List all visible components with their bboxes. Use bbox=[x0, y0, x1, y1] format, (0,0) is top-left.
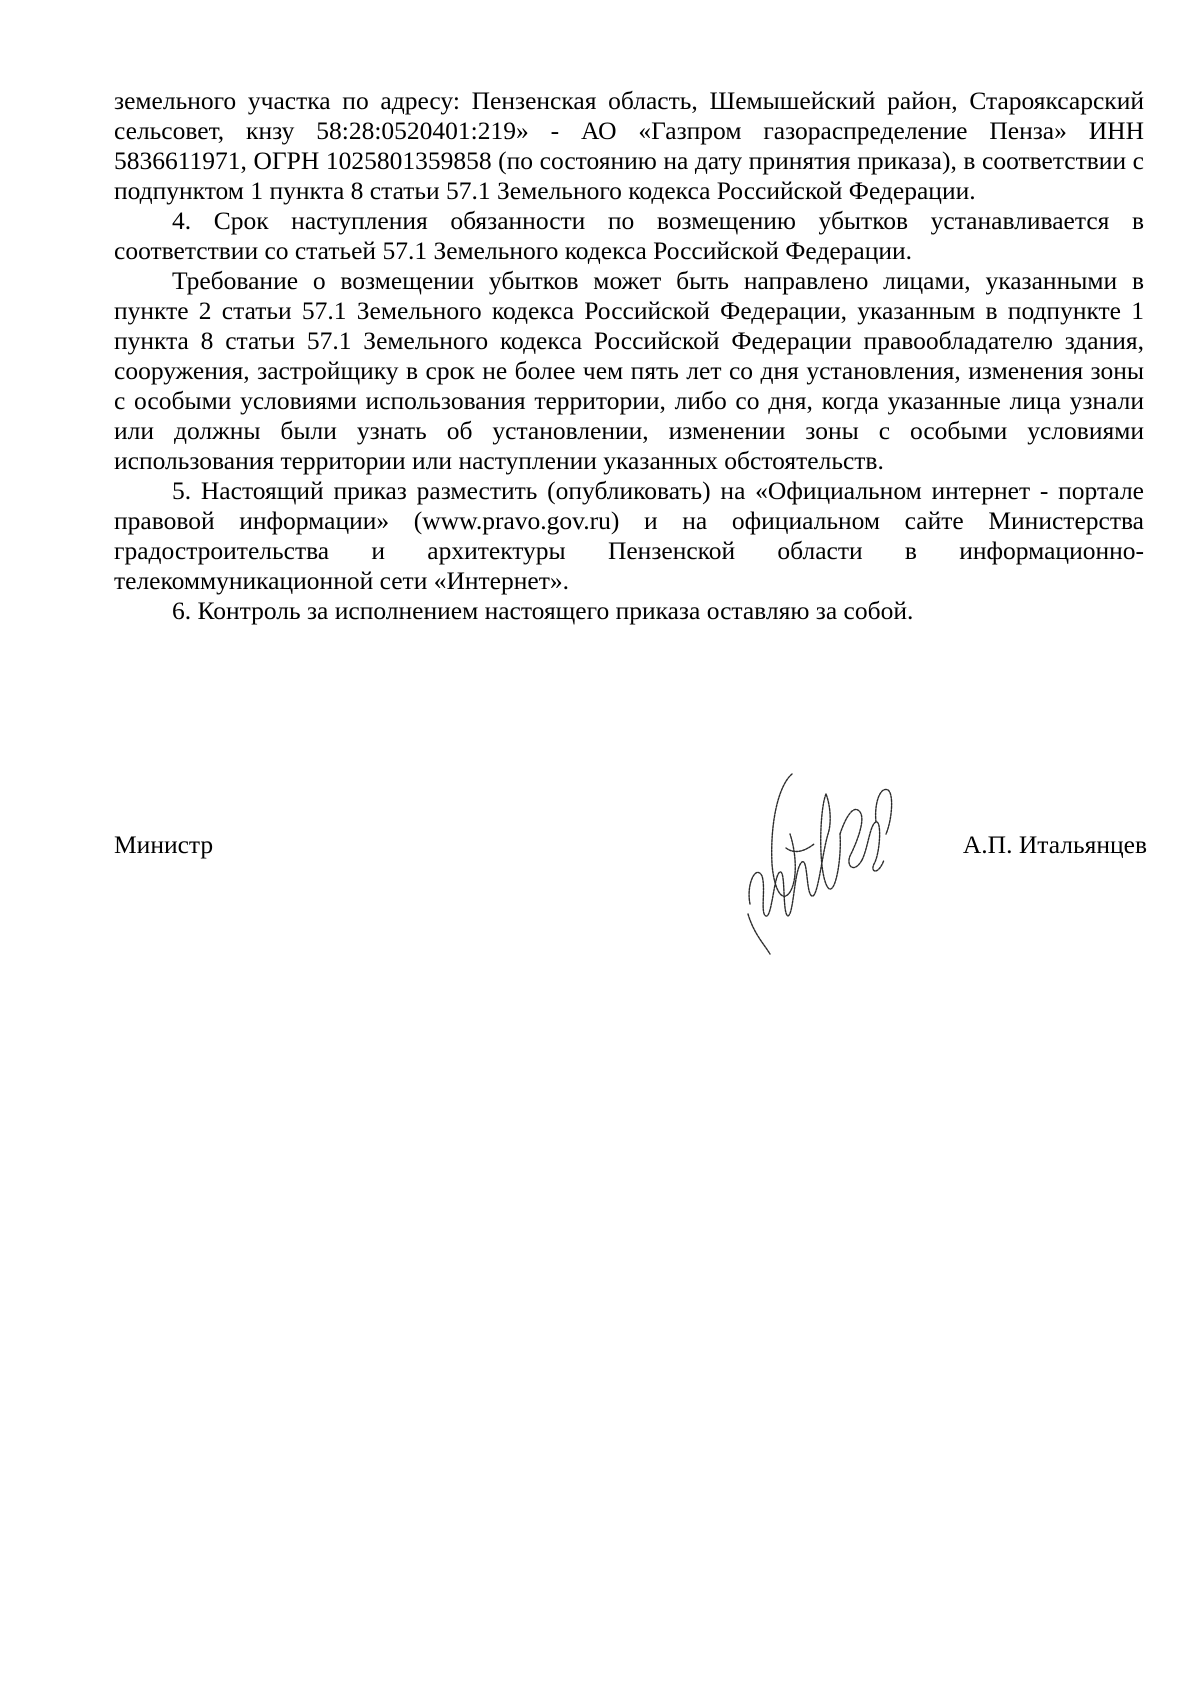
paragraph-item-6: 6. Контроль за исполнением настоящего приказа оставляю за собой. bbox=[172, 596, 914, 625]
signature-block bbox=[114, 830, 1147, 870]
document-body bbox=[114, 86, 1144, 626]
paragraph-item-4: 4. Срок наступления обязанности по возмещению убытков устанавливается в соответствии со статьей 57.1 Земельного кодекса Российской Федерации. bbox=[114, 206, 1144, 265]
handwritten-signature-icon bbox=[730, 764, 910, 984]
signer-name: А.П. Итальянцев bbox=[962, 830, 1147, 859]
paragraph-item-5: 5. Настоящий приказ разместить (опубликовать) на «Официальном интернет - портале правовой информации» (www.pravo.gov.ru) и на официальном сайте Министерства градостроительства и архитектуры Пензенской области в информационно-телекоммуникационной сети «Интернет». bbox=[114, 476, 1144, 595]
paragraph-continuation: земельного участка по адресу: Пензенская область, Шемышейский район, Старояксарский сельсовет, кнзу 58:28:0520401:219» - АО «Газпром газораспределение Пенза» ИНН 5836611971, ОГРН 1025801359858 (по состоянию на дату принятия приказа), в соответствии с подпунктом 1 пункта 8 статьи 57.1 Земельного кодекса Российской Федерации. bbox=[114, 86, 1144, 205]
paragraph-damages-claim: Требование о возмещении убытков может быть направлено лицами, указанными в пункте 2 статьи 57.1 Земельного кодекса Российской Федерации, указанным в подпункте 1 пункта 8 статьи 57.1 Земельного кодекса Российской Федерации правообладателю здания, сооружения, застройщику в срок не более чем пять лет со дня установления, изменения зоны с особыми условиями использования территории, либо со дня, когда указанные лица узнали или должны были узнать об установлении, изменении зоны с особыми условиями использования территории или наступлении указанных обстоятельств. bbox=[114, 266, 1144, 475]
signer-position: Министр bbox=[114, 830, 214, 859]
